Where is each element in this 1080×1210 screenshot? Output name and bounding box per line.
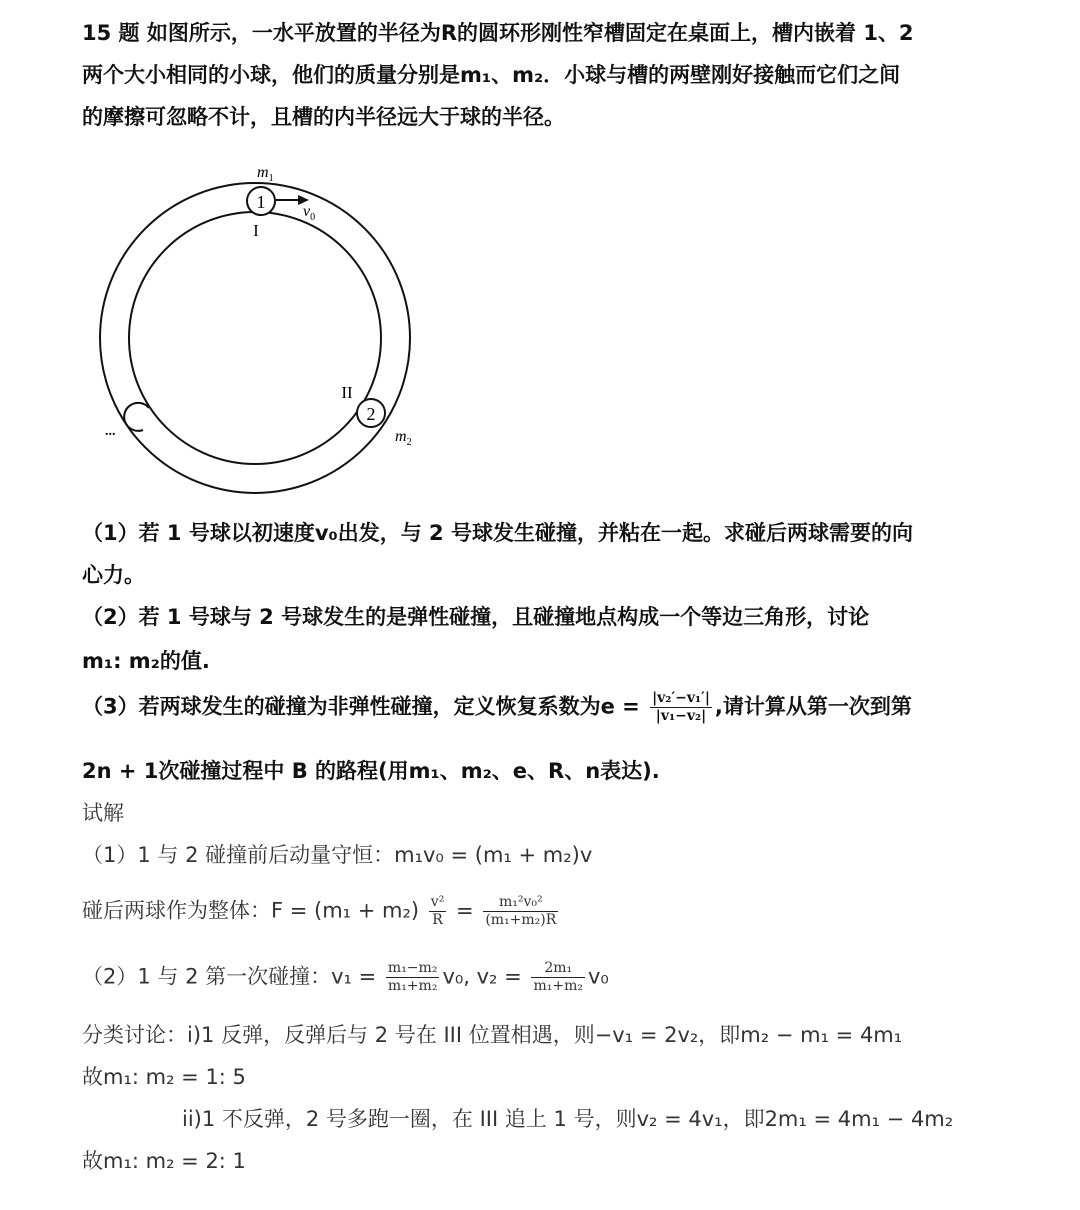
m2-label: $m_2$ <box>395 428 412 448</box>
v2-fraction <box>531 960 585 995</box>
equals-sign: = <box>456 898 474 923</box>
question-3-suffix: ,请计算从第一次到第 <box>714 694 912 719</box>
solution-heading: 试解 <box>82 801 124 825</box>
v2-fraction-denominator: m₁+m₂ <box>533 977 583 994</box>
problem-line-1: 15 题 如图所示，一水平放置的半径为R的圆环形刚性窄槽固定在桌面上，槽内嵌着 1、2 <box>82 21 914 45</box>
solution-line-6: ii)1 不反弹，2 号多跑一圈，在 III 追上 1 号，则v₂ = 4v₁，即2m₁ = 4m₁ − 4m₂ <box>182 1107 954 1131</box>
fraction-1-numerator: v² <box>430 894 445 910</box>
ball-1-label: 1 <box>256 192 266 212</box>
solution-line-3-prefix: （2）1 与 2 第一次碰撞：v₁ = <box>82 964 377 989</box>
problem-line-2: 两个大小相同的小球，他们的质量分别是m₁、m₂．小球与槽的两壁刚好接触而它们之间 <box>82 63 901 87</box>
solution-line-5: 故m₁: m₂ = 1: 5 <box>82 1065 246 1089</box>
ring-groove-diagram <box>95 158 435 498</box>
position-I-label: I <box>253 221 259 240</box>
ellipsis-dots: ... <box>105 424 116 439</box>
fraction-2-denominator: (m₁+m₂)R <box>485 911 557 928</box>
restitution-numerator: |v₂′−v₁′| <box>652 690 710 706</box>
question-3-line-2: 2n + 1次碰撞过程中 B 的路程(用m₁、m₂、e、R、n表达). <box>82 759 660 783</box>
restitution-fraction <box>650 690 712 725</box>
position-II-label: II <box>341 383 353 402</box>
question-1-line-1: （1）若 1 号球以初速度v₀出发，与 2 号球发生碰撞，并粘在一起。求碰后两球需要的向 <box>82 521 913 545</box>
solution-line-4: 分类讨论：i)1 反弹，反弹后与 2 号在 III 位置相遇，则−v₁ = 2v₂，即m₂ − m₁ = 4m₁ <box>82 1023 903 1047</box>
v1-fraction-numerator: m₁−m₂ <box>387 960 438 976</box>
centripetal-fraction-2 <box>483 894 558 929</box>
question-2-line-2: m₁: m₂的值. <box>82 649 210 673</box>
v1-fraction-denominator: m₁+m₂ <box>387 977 438 994</box>
solution-line-3-end: v₀ <box>587 964 609 989</box>
v1-fraction <box>386 960 440 995</box>
solution-line-3-mid: v₀, v₂ = <box>442 964 522 989</box>
inner-ring <box>129 212 381 464</box>
fraction-1-denominator: R <box>432 911 443 928</box>
solution-line-7: 故m₁: m₂ = 2: 1 <box>82 1149 246 1173</box>
question-3-line-1 <box>82 690 912 725</box>
solution-line-2 <box>82 894 561 929</box>
restitution-denominator: |v₁−v₂| <box>655 707 707 724</box>
ball-2-label: 2 <box>366 404 376 424</box>
question-1-line-2: 心力。 <box>82 563 145 587</box>
solution-line-3 <box>82 960 609 995</box>
centripetal-fraction-1 <box>429 894 447 929</box>
problem-line-3: 的摩擦可忽略不计，且槽的内半径远大于球的半径。 <box>82 105 565 129</box>
fraction-2-numerator: m₁²v₀² <box>483 894 558 912</box>
solution-line-2-prefix: 碰后两球作为整体：F = (m₁ + m₂) <box>82 898 420 923</box>
m1-label: $m_1$ <box>257 164 274 184</box>
solution-line-1: （1）1 与 2 碰撞前后动量守恒：m₁v₀ = (m₁ + m₂)v <box>82 843 593 867</box>
v0-label: $v_0$ <box>303 203 316 223</box>
question-3-prefix: （3）若两球发生的碰撞为非弹性碰撞，定义恢复系数为e = <box>82 694 640 719</box>
v2-fraction-numerator: 2m₁ <box>531 960 585 978</box>
question-2-line-1: （2）若 1 号球与 2 号球发生的是弹性碰撞，且碰撞地点构成一个等边三角形，讨论 <box>82 605 870 629</box>
ball-position-III-arc <box>124 403 149 431</box>
